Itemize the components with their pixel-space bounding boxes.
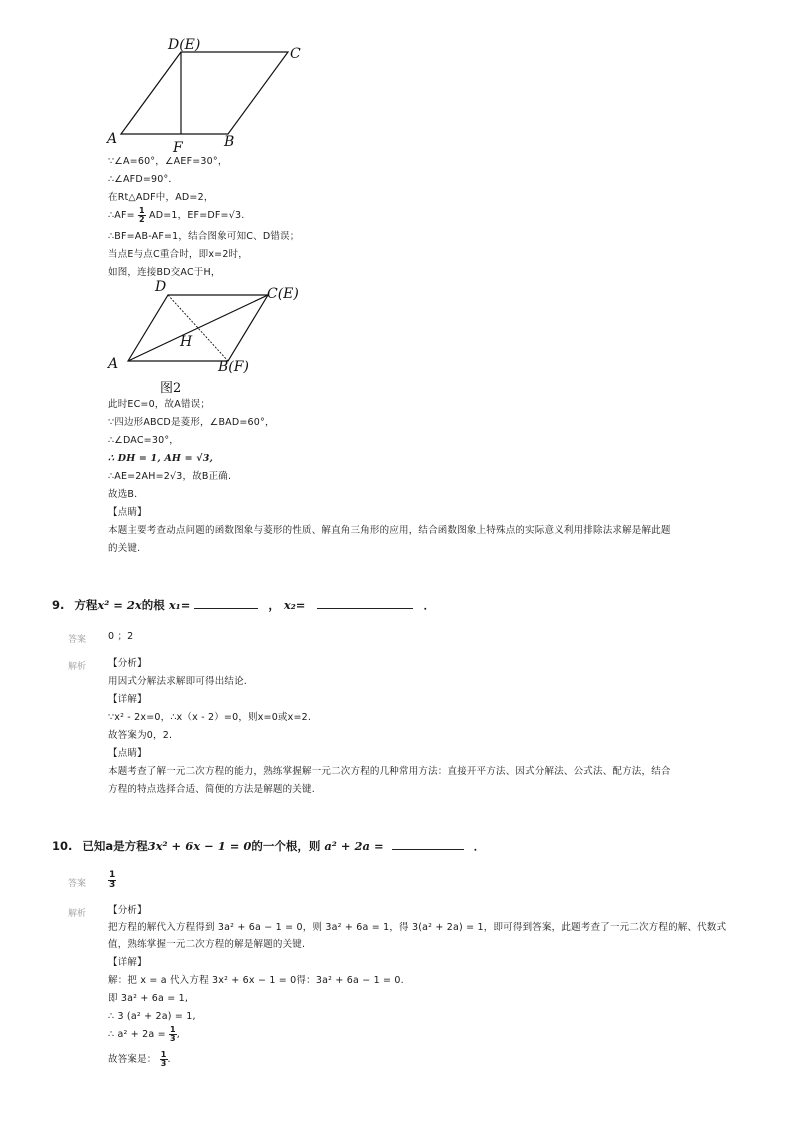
label-a: A (107, 131, 118, 147)
sol8-line-7: 如图，连接BD交AC于H， (108, 267, 221, 278)
sol8-line-15: 本题主要考查动点问题的函数图象与菱形的性质、解直角三角形的应用，结合函数图象上特殊点的实际意义利用排除法求解是解此题 (108, 525, 671, 536)
q9-sol-8: 方程的特点选择合适、简便的方法是解题的关键. (108, 784, 315, 795)
end-mark: ． (423, 598, 435, 612)
end-mark: ． (473, 839, 486, 853)
label-b: B (224, 134, 235, 150)
label-f: F (173, 140, 183, 156)
figure-rhombus-2 (100, 278, 320, 398)
label-d-e: D(E) (168, 37, 201, 53)
sol8-line-12: ∴AE=2AH=2√3，故B正确. (108, 471, 232, 482)
separator: ， (268, 598, 280, 612)
question-number: 9. (52, 598, 65, 612)
question-9 (52, 597, 435, 613)
label-a: A (108, 356, 119, 372)
sol8-line-9: ∵四边形ABCD是菱形，∠BAD=60°， (108, 417, 275, 428)
fraction-denominator: 3 (169, 1034, 176, 1043)
q10-sol-4: 【详解】 (108, 957, 147, 968)
x2-label: x₂= (283, 598, 306, 612)
q10-sol-1: 【分析】 (108, 905, 147, 916)
answer-blank (392, 839, 464, 850)
answer-label: 答案 (68, 635, 87, 645)
q10-sol-6: 即 3a² + 6a = 1, (108, 993, 189, 1004)
sol8-line-2: ∴∠AFD=90°． (108, 174, 179, 185)
sol8-line-4 (108, 207, 244, 224)
fraction (169, 1026, 177, 1043)
answer-blank-2 (317, 598, 413, 609)
fraction-numerator: 1 (160, 1050, 167, 1059)
fraction (138, 207, 146, 224)
answer-fraction (108, 871, 116, 890)
sol8-line-4-post: AD=1，EF=DF=√3. (149, 210, 245, 221)
fraction-numerator: 1 (169, 1025, 176, 1034)
figure-caption: 图2 (160, 381, 182, 396)
fraction-denominator: 3 (109, 880, 116, 890)
question-number: 10. (52, 839, 73, 853)
sol8-line-5: ∴BF=AB-AF=1，结合图象可知C、D错误； (108, 231, 300, 242)
answer-value (108, 870, 116, 890)
q10-sol-7: ∴ 3 (a² + 2a) = 1, (108, 1011, 196, 1022)
sol8-line-4-pre: ∴AF= (108, 210, 135, 221)
q10-sol-3: 值，熟练掌握一元二次方程的解是解题的关键. (108, 939, 306, 950)
q9-sol-2: 用因式分解法求解即可得出结论. (108, 676, 248, 687)
question-10 (52, 838, 485, 854)
q9-sol-7: 本题考查了解一元二次方程的能力，熟练掌握解一元二次方程的几种常用方法：直接开平方法、因式分解法、公式法、配方法，结合 (108, 766, 671, 777)
question-stem-b: 的一个根，则 (251, 839, 321, 853)
label-b-f: B(F) (218, 359, 249, 375)
question-stem-a: 方程 (74, 598, 98, 612)
answer-label: 答案 (68, 879, 87, 889)
sol8-line-3: 在Rt△ADF中，AD=2， (108, 192, 214, 203)
fraction-numerator: 1 (109, 870, 116, 880)
q10-sol-9: 故答案是： $\frac{1}{3}$ . (108, 1050, 171, 1068)
sol8-line-16: 的关键. (108, 543, 141, 554)
answer-blank-1 (194, 598, 258, 609)
label-c: C (290, 46, 301, 62)
question-equation: x² = 2x (97, 598, 142, 612)
sol8-line-13: 故选B. (108, 489, 138, 500)
q10-sol-9-pre: 故答案是： (108, 1054, 157, 1065)
question-equation: 3x² + 6x − 1 = 0 (147, 839, 252, 853)
sol8-line-1: ∵∠A=60°，∠AEF=30°， (108, 156, 228, 167)
analysis-label: 解析 (68, 909, 87, 919)
sol8-line-10: ∴∠DAC=30°， (108, 435, 179, 446)
q9-sol-4: ∵x² - 2x=0，∴x（x - 2）=0，则x=0或x=2. (108, 712, 312, 723)
sol8-line-6: 当点E与点C重合时，即x=2时， (108, 249, 248, 260)
q9-sol-6: 【点睛】 (108, 748, 147, 759)
q10-sol-2: 把方程的解代入方程得到 3a² + 6a − 1 = 0，则 3a² + 6a = 1，得 3(a² + 2a) = 1，即可得到答案，此题考查了一元二次方程的解、代数式 (108, 922, 727, 933)
question-stem-a: 已知a是方程 (82, 839, 148, 853)
label-h: H (180, 334, 193, 350)
fraction-denominator: 2 (139, 215, 145, 224)
fraction (160, 1051, 168, 1068)
answer-value: 0 ；2 (108, 631, 134, 642)
label-c-e: C(E) (267, 286, 299, 302)
fraction-denominator: 3 (160, 1059, 167, 1068)
q10-sol-5: 解：把 x = a 代入方程 3x² + 6x − 1 = 0得：3a² + 6a − 1 = 0. (108, 975, 404, 986)
question-expression: a² + 2a = (324, 839, 384, 853)
sol8-line-8: 此时EC=0，故A错误； (108, 399, 211, 410)
q9-sol-3: 【详解】 (108, 694, 147, 705)
analysis-label: 解析 (68, 662, 87, 672)
label-d: D (155, 279, 167, 295)
sol8-line-11: ∴ DH = 1, AH = √3, (108, 453, 214, 464)
q10-sol-8-pre: ∴ a² + 2a = (108, 1029, 166, 1040)
figure-rhombus-1 (100, 32, 320, 157)
q9-sol-5: 故答案为0，2. (108, 730, 173, 741)
x1-label: x₁= (168, 598, 191, 612)
q10-sol-8: ∴ a² + 2a = $\frac{1}{3}$ , (108, 1025, 180, 1043)
sol8-line-14: 【点睛】 (108, 507, 147, 518)
q9-sol-1: 【分析】 (108, 658, 147, 669)
fraction-numerator: 1 (139, 206, 145, 215)
question-stem-b: 的根 (141, 598, 165, 612)
